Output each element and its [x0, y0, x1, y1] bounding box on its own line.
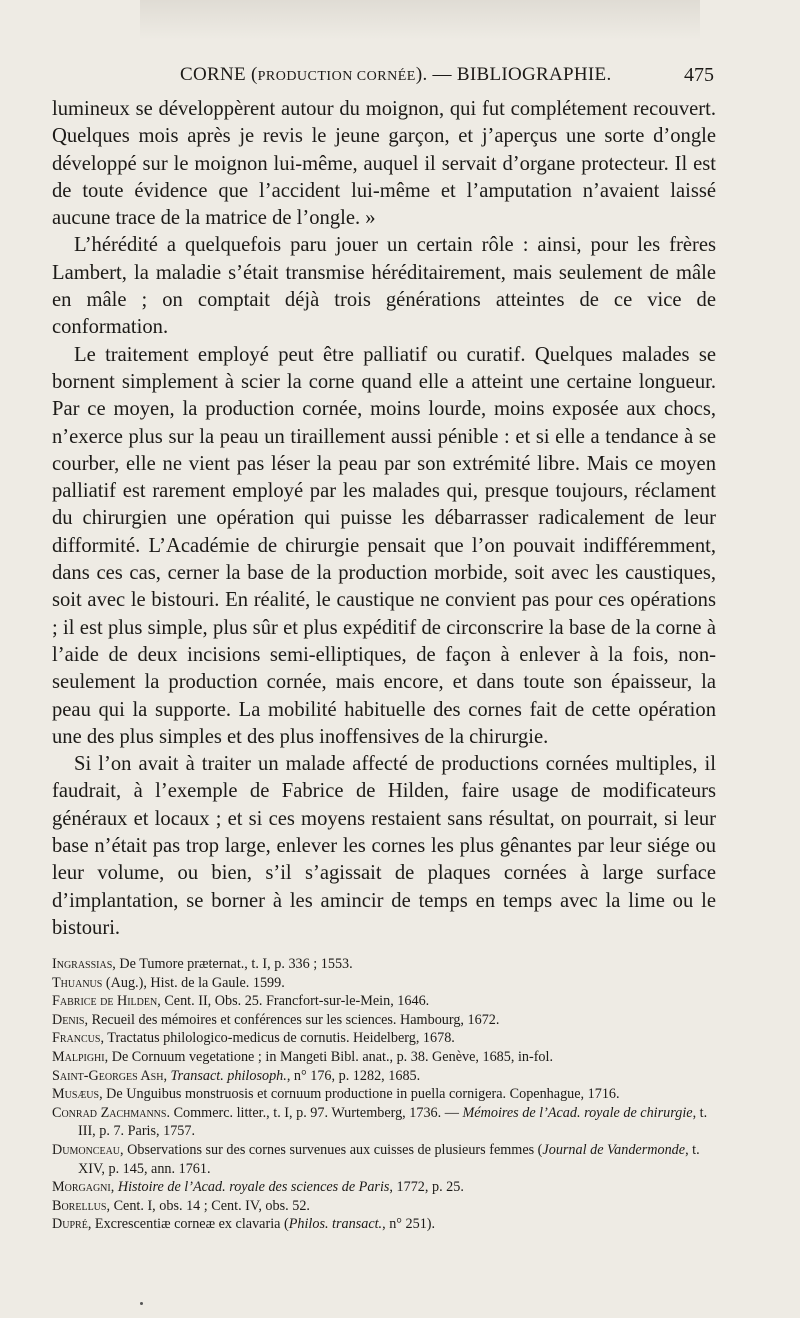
bibliography-author: Borellus [52, 1197, 107, 1214]
title-end: ). — BIBLIOGRAPHIE. [415, 64, 612, 85]
bibliography-text: , De Unguibus monstruosis et cornuum productione in puella cornigera. Copenhague, 1716. [99, 1086, 620, 1103]
bibliography-text-tail: , t. XIV, p. 145, ann. 1761. [78, 1141, 700, 1177]
bibliography-entry [52, 1029, 716, 1048]
bibliography-author: Morgagni [52, 1179, 111, 1196]
bibliography-text: , Tractatus philologico-medicus de cornutis. Heidelberg, 1678. [100, 1030, 455, 1047]
bibliography-entry [52, 1178, 716, 1197]
bibliography-author: Saint-Georges Ash [52, 1067, 164, 1084]
title-main: CORNE ( [180, 64, 258, 85]
title-smallcaps: PRODUCTION CORNÉE [257, 69, 416, 84]
page-number: 475 [684, 64, 714, 86]
bibliography-text-tail: , 1772, p. 25. [389, 1179, 464, 1196]
bibliography-title-italic: Journal de Vandermonde [542, 1141, 686, 1158]
bibliography-author: Francus [52, 1030, 101, 1047]
bibliography-list [52, 955, 716, 1234]
bibliography-text: . Commerc. litter., t. I, p. 97. Wurtemberg, 1736. — [166, 1104, 463, 1121]
bibliography-text: , De Cornuum vegetatione ; in Mangeti Bibl. anat., p. 38. Genève, 1685, in-fol. [104, 1048, 554, 1065]
bibliography-text: , Cent. II, Obs. 25. Francfort-sur-le-Mein, 1646. [157, 993, 430, 1010]
bibliography-text: , De Tumore præternat., t. I, p. 336 ; 1553. [112, 956, 353, 972]
bibliography-entry [52, 1085, 716, 1104]
paragraph-multiple: Si l’on avait à traiter un malade affecté de productions cornées multiples, il faudrait, à l’exemple de Fabrice de Hilden, faire usage de modificateurs généraux et locaux ; et si ces moyens restaient sans résultat, on pourrait, si leur base n’était pas trop large, enlever les cornes les plus gênantes par leur siége ou leur volume, ou bien, s’il s’agissait de plaques cornées à large surface d’implantation, se borner à les amincir de temps en temps avec la lime ou le bistouri. [52, 753, 716, 939]
running-title [180, 64, 612, 86]
bibliography-text: , [163, 1067, 171, 1084]
bibliography-text-tail: , t. III, p. 7. Paris, 1757. [78, 1104, 708, 1140]
show-through-bleed [140, 0, 700, 40]
bibliography-entry [52, 1104, 716, 1141]
bibliography-author: Conrad Zachmanns [52, 1104, 167, 1121]
bibliography-entry [52, 1141, 716, 1178]
bibliography-author: Dumonceau [52, 1141, 121, 1158]
bibliography-author: Denis [52, 1011, 85, 1028]
bibliography-author: Thuanus [52, 974, 103, 991]
bibliography-text-tail: , n° 251). [382, 1216, 436, 1233]
running-header [52, 62, 714, 92]
bibliography-text: , [110, 1179, 118, 1196]
paragraph-treatment: Le traitement employé peut être palliatif ou curatif. Quelques malades se bornent simplement à scier la corne quand elle a atteint une certaine longueur. Par ce moyen, la production cornée, moins lourde, moins exposée aux chocs, n’exerce plus sur la peau un tiraillement aussi pénible : et si elle a tendance à se courber, elle ne vient pas léser la peau par son extrémité libre. Mais ce moyen palliatif est rarement employé par les malades qui, presque toujours, réclament du chirurgien une opération qui puisse les débarrasser radicalement de leur difformité. L’Académie de chirurgie pensait que l’on pouvait indifféremment, dans ces cas, cerner la base de la production morbide, soit avec les caustiques, soit avec le bistouri. En réalité, le caustique ne convient pas pour ces opérations ; il est plus simple, plus sûr et plus expéditif de circonscrire la base de la corne à l’aide de deux incisions semi-elliptiques, de façon à enlever à la fois, non-seulement la production cornée, mais encore, et dans toute son épaisseur, la peau qui la supporte. La mobilité habituelle des cornes fait de cette opération une des plus simples et des plus inoffensives de la chirurgie. [52, 343, 716, 748]
bibliography-author: Ingrassias [52, 956, 113, 972]
bibliography-author: Dupré [52, 1216, 88, 1233]
bibliography-entry [52, 1067, 716, 1086]
bibliography-text: , Recueil des mémoires et conférences sur les sciences. Hambourg, 1672. [84, 1011, 500, 1028]
bibliography-entry [52, 1048, 716, 1067]
bibliography-author: Malpighi [52, 1048, 105, 1065]
bibliography-text: , Excrescentiæ corneæ ex clavaria ( [87, 1216, 289, 1233]
bibliography-text-tail: , n° 176, p. 1282, 1685. [286, 1067, 421, 1084]
bibliography-title-italic: Mémoires de l’Acad. royale de chirurgie [462, 1104, 693, 1121]
bibliography-author: Musæus [52, 1086, 100, 1103]
speck [140, 1302, 143, 1305]
bibliography-entry [52, 1215, 716, 1234]
bibliography-entry [52, 955, 716, 974]
bibliography-entry [52, 1011, 716, 1030]
body-text [52, 96, 716, 942]
bibliography-entry [52, 974, 716, 993]
paragraph-continued: lumineux se développèrent autour du moignon, qui fut complétement recouvert. Quelques mois après je revis le jeune garçon, et j’aperçus une sorte d’ongle développé sur le moignon lui-même, auquel il servait d’organe protecteur. Il est de toute évidence que l’accident lui-même et l’amputation n’avaient laissé aucune trace de la matrice de l’ongle. » [52, 98, 716, 230]
paragraph-heredity: L’hérédité a quelquefois paru jouer un certain rôle : ainsi, pour les frères Lambert, la maladie s’était transmise héréditairement, mais seulement de mâle en mâle ; on comptait déjà trois générations atteintes de ce vice de conformation. [52, 234, 716, 339]
bibliography-title-italic: Transact. philosoph. [170, 1067, 287, 1084]
bibliography-entry [52, 1197, 716, 1216]
bibliography-author: Fabrice de Hilden [52, 993, 158, 1010]
bibliography-entry [52, 992, 716, 1011]
bibliography-title-italic: Histoire de l’Acad. royale des sciences de Paris [117, 1179, 390, 1196]
bibliography-text: (Aug.), Hist. de la Gaule. 1599. [102, 974, 285, 991]
bibliography-text: , Cent. I, obs. 14 ; Cent. IV, obs. 52. [106, 1197, 310, 1214]
bibliography-text: , Observations sur des cornes survenues aux cuisses de plusieurs femmes ( [120, 1141, 543, 1158]
bibliography-title-italic: Philos. transact. [288, 1216, 383, 1233]
